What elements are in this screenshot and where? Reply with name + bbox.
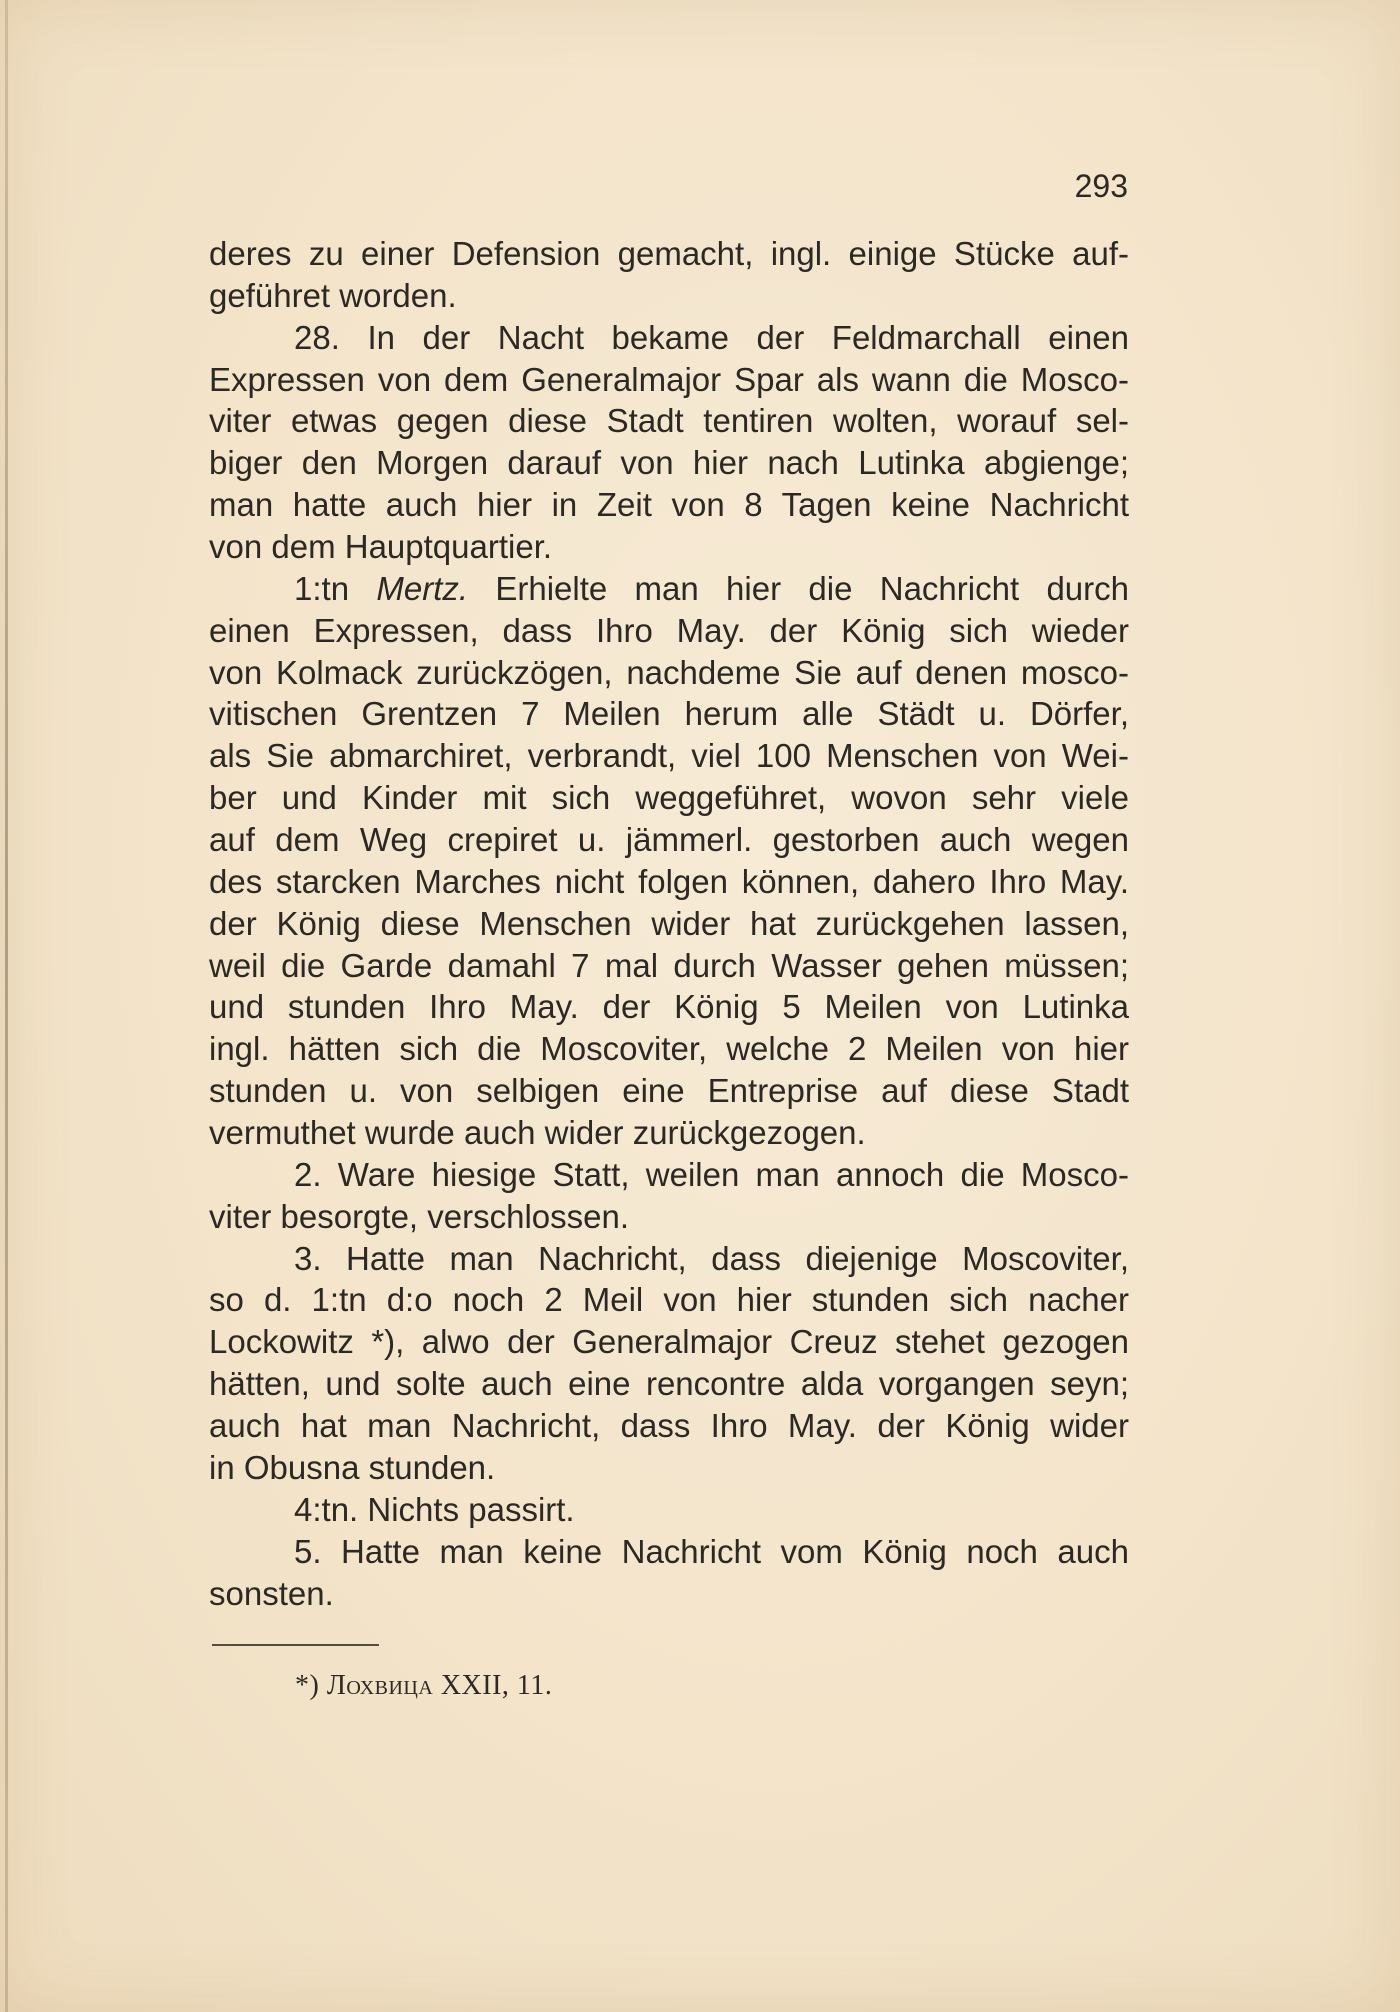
text-line: ber und Kinder mit sich weggeführet, wovon sehr viele: [209, 779, 1129, 817]
text-line: viter besorgte, verschlossen.: [209, 1197, 630, 1235]
footnote-marker: *): [295, 1670, 320, 1701]
text-line: geführet worden.: [209, 276, 457, 314]
text-line: man hatte auch hier in Zeit von 8 Tagen keine Nachricht: [209, 486, 1129, 524]
text-line: vitischen Grentzen 7 Meilen herum alle Städt u. Dörfer,: [209, 695, 1129, 733]
text-line: [209, 568, 1129, 610]
footnote-place: Лохвица: [326, 1670, 434, 1701]
text-line: weil die Garde damahl 7 mal durch Wasser gehen müssen;: [209, 946, 1129, 984]
text-line: 3. Hatte man Nachricht, dass diejenige Moscoviter,: [294, 1239, 1129, 1277]
text-line: von dem Hauptquartier.: [209, 528, 553, 566]
text-line: einen Expressen, dass Ihro May. der König sich wieder: [209, 611, 1129, 649]
entry-month-italic: Mertz.: [376, 569, 469, 607]
footnote-reference: XXII, 11.: [440, 1670, 553, 1701]
text-line: Expressen von dem Generalmajor Spar als wann die Mosco-: [209, 360, 1129, 398]
text-line: vermuthet wurde auch wider zurückgezogen.: [209, 1114, 866, 1152]
text-line: stunden u. von selbigen eine Entreprise auf diese Stadt: [209, 1072, 1129, 1110]
text-line: Lockowitz *), alwo der Generalmajor Creuz stehet gezogen: [209, 1323, 1129, 1361]
text-line: auch hat man Nachricht, dass Ihro May. der König wider: [209, 1407, 1129, 1445]
text-line: 28. In der Nacht bekame der Feldmarchall einen: [294, 318, 1129, 356]
footnote-rule: [212, 1644, 379, 1646]
text-line: als Sie abmarchiret, verbrandt, viel 100 Menschen von Wei-: [209, 737, 1129, 775]
text-line: in Obusna stunden.: [209, 1448, 496, 1486]
text-line: 4:tn. Nichts passirt.: [294, 1490, 575, 1528]
text-line: so d. 1:tn d:o noch 2 Meil von hier stunden sich nacher: [209, 1281, 1129, 1319]
page-number: 293: [1074, 168, 1128, 204]
text-line: des starcken Marches nicht folgen können, dahero Ihro May.: [209, 862, 1129, 900]
text-line: deres zu einer Defension gemacht, ingl. einige Stücke auf-: [209, 235, 1129, 272]
text-line: ingl. hätten sich die Moscoviter, welche 2 Meilen von hier: [209, 1030, 1129, 1068]
text-line: viter etwas gegen diese Stadt tentiren wolten, worauf sel-: [209, 402, 1129, 440]
text-line: sonsten.: [209, 1574, 334, 1612]
entry-text: Erhielte man hier die Nachricht durch: [468, 569, 1129, 607]
text-line: 5. Hatte man keine Nachricht vom König noch auch: [294, 1532, 1129, 1570]
entry-day: 1:tn: [294, 569, 377, 607]
text-line: von Kolmack zurückzögen, nachdeme Sie auf denen mosco-: [209, 653, 1129, 691]
page-binding-edge: [5, 0, 8, 2012]
text-line: auf dem Weg crepiret u. jämmerl. gestorben auch wegen: [209, 821, 1129, 859]
text-line: hätten, und solte auch eine rencontre alda vorgangen seyn;: [209, 1365, 1129, 1403]
text-line: biger den Morgen darauf von hier nach Lutinka abgienge;: [209, 444, 1129, 482]
footnote: [295, 1669, 552, 1703]
text-line: der König diese Menschen wider hat zurückgehen lassen,: [209, 904, 1129, 942]
body-text: [209, 233, 1129, 1614]
text-line: 2. Ware hiesige Statt, weilen man annoch die Mosco-: [294, 1155, 1129, 1193]
text-line: und stunden Ihro May. der König 5 Meilen von Lutinka: [209, 988, 1129, 1026]
